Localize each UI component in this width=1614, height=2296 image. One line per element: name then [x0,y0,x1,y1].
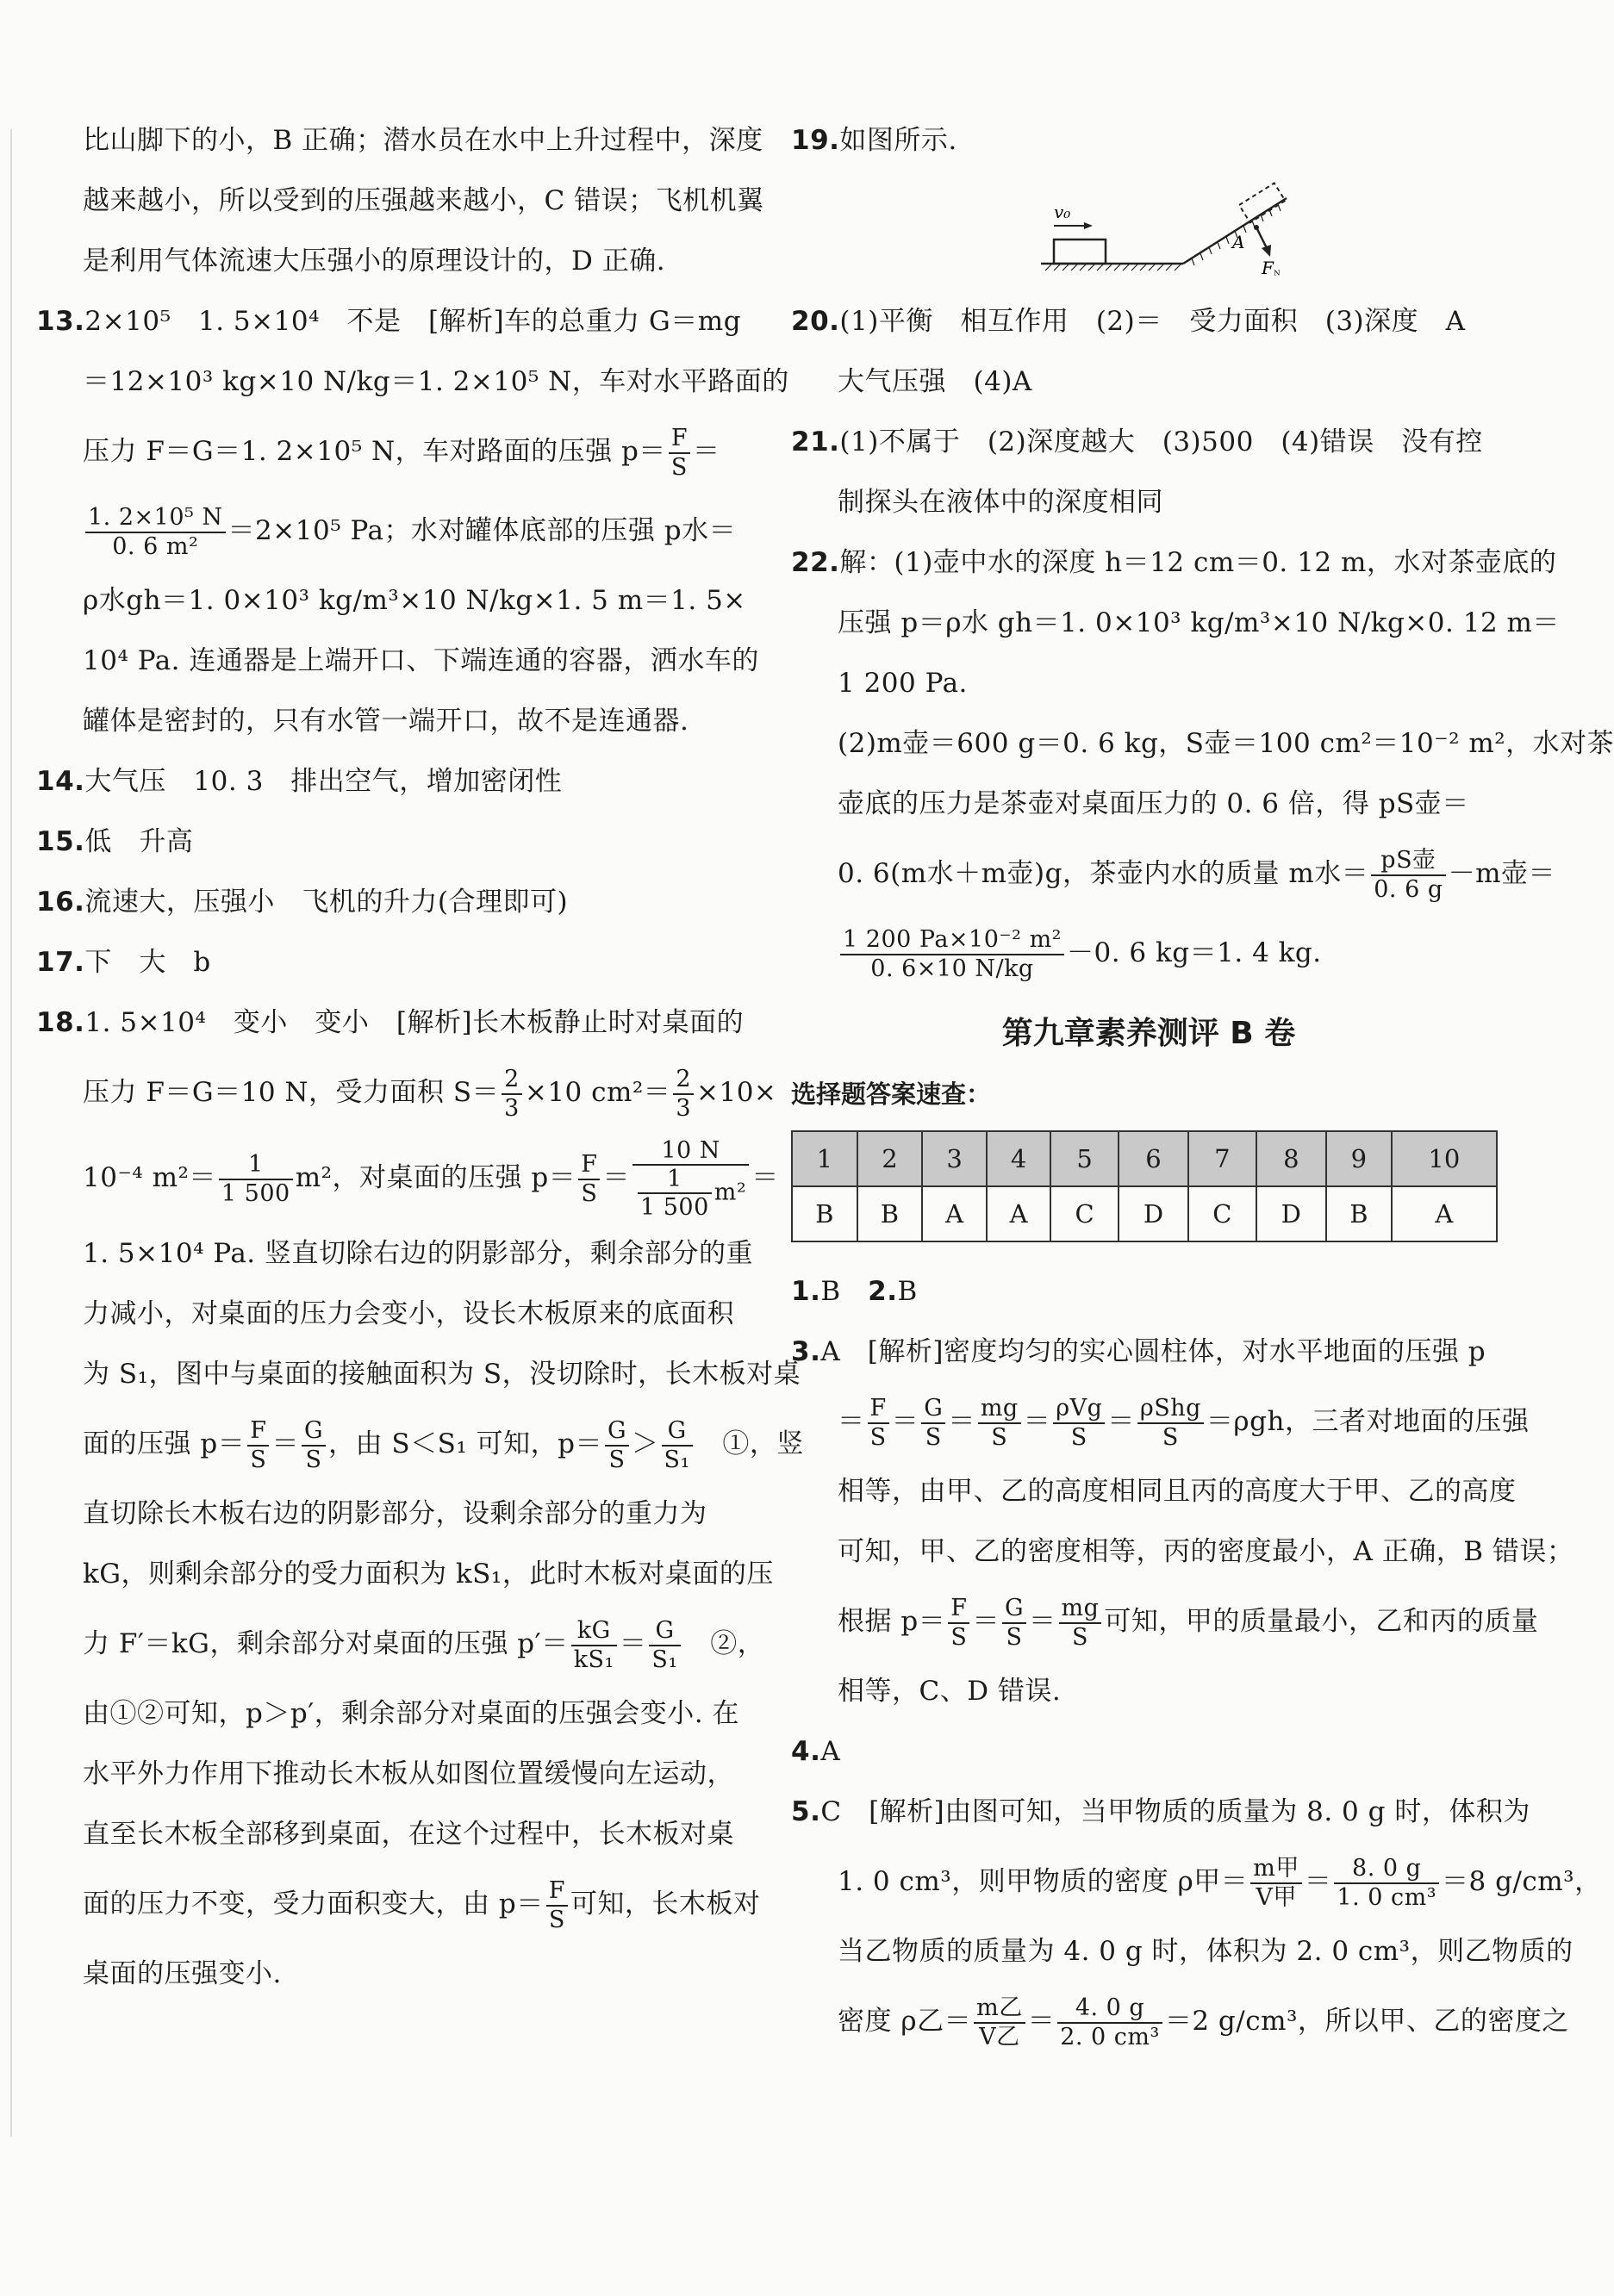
q22-line6: 0. 6(m水＋m壶)g，茶壶内水的质量 m水＝ $\frac{\text{pS壶}}{0. 6 g}$ －m壶＝ [838,847,1556,903]
q13-line1: 13.2×10⁵ 1. 5×10⁴ 不是 [解析]车的总重力 G＝mg [36,306,742,337]
fraction: $\frac{2}{3}$ [502,1066,522,1121]
q13-line3: 压力 F＝G＝1. 2×10⁵ N，车对路面的压强 p＝ $\frac{F}{S}$ ＝ [83,425,720,481]
block [1054,240,1106,264]
q21-line1: 21.(1)不属于 (2)深度越大 (3)500 (4)错误 没有控 [791,426,1483,457]
q20-line1: 20.(1)平衡 相互作用 (2)＝ 受力面积 (3)深度 A [791,306,1466,337]
a3-line1: 3.A [解析]密度均匀的实心圆柱体，对水平地面的压强 p [791,1336,1486,1367]
a4: 4.A [791,1736,841,1767]
q18-line11: 由①②可知，p＞p′，剩余部分对桌面的压强会变小. 在 [83,1698,739,1729]
fraction: $\frac{G}{S}$ [921,1395,945,1450]
q18-line8: 直切除长木板右边的阴影部分，设剩余部分的重力为 [83,1498,707,1529]
q22-line7: $\frac{\text{1 200 Pa×10⁻² m²}}{0. 6\times 10 N/kg}$ －0. 6 kg＝1. 4 kg. [791,913,1506,992]
q13-line4: $\frac{\text{1. 2×10⁵ N}}{\text{0. 6 m²}}$ ＝2×10⁵ Pa；水对罐体底部的压强 p水＝ [36,491,750,570]
question-number-cell: 9 [1326,1131,1392,1186]
question-number-cell: 10 [1392,1131,1497,1186]
q18-line3: 10⁻⁴ m²＝ $\frac{1}{1 500}$ m²，对桌面的压强 p＝ $\frac{F}{S}$ ＝ 10 N $\frac{1}{1 500}$ m² ＝ [83,1136,779,1222]
answer-table [791,1130,1498,1242]
fraction: $\frac{mg}{S}$ [1059,1595,1102,1650]
answer-cell: B [857,1186,923,1241]
fraction: $\frac{\text{pS壶}}{0. 6 g}$ [1371,847,1445,902]
q22-line1: 22.解：(1)壶中水的深度 h＝12 cm＝0. 12 m，水对茶壶底的 [791,547,1557,578]
fraction: $\frac{\text{ρVg}}{S}$ [1053,1395,1105,1450]
force-arrowhead [1262,245,1271,257]
a5-line2: 1. 0 cm³，则甲物质的密度 ρ甲＝ $\frac{\text{m甲}}{\text{V甲}}$ ＝ $\frac{8. 0 g}{\text{1. 0 cm³}}$ ＝8 g/cm³， [838,1855,1602,1911]
q18-line12: 水平外力作用下推动长木板从如图位置缓慢向左运动， [83,1758,734,1789]
answer-table-answer-row [792,1186,1497,1241]
fraction: $\frac{1}{1 500}$ [219,1151,293,1206]
question-number-cell: 8 [1256,1131,1326,1186]
q18-line10: 力 F′＝kG，剩余部分对桌面的压强 p′＝ $\frac{kG}{\text{kS₁}}$ ＝ $\frac{G}{\text{S₁}}$ ②， [83,1617,765,1673]
fraction: $\frac{\text{1. 2×10⁵ N}}{\text{0. 6 m²}}$ [85,504,226,559]
a3-line5: 根据 p＝ $\frac{F}{S}$ ＝ $\frac{G}{S}$ ＝ $\frac{mg}{S}$ 可知，甲的质量最小，乙和丙的质量 [838,1595,1539,1651]
q13-line2: ＝12×10³ kg×10 N/kg＝1. 2×10⁵ N，车对水平路面的 [83,366,789,397]
left-column [36,110,804,2004]
q13-line5: ρ水gh＝1. 0×10³ kg/m³×10 N/kg×1. 5 m＝1. 5× [83,585,746,616]
q22-line4: (2)m壶＝600 g＝0. 6 kg，S壶＝100 cm²＝10⁻² m²，水对茶 [838,728,1614,759]
fraction: $\frac{G}{S}$ [302,1417,326,1472]
q17: 17.下 大 b [36,947,211,978]
q18-line1: 18.1. 5×10⁴ 变小 变小 [解析]长木板静止时对桌面的 [36,1007,745,1038]
question-number-cell: 6 [1119,1131,1188,1186]
question-number-cell: 5 [1050,1131,1118,1186]
q18-line7: 面的压强 p＝ $\frac{F}{S}$ ＝ $\frac{G}{S}$ ，由 S＜S₁ 可知，p＝ $\frac{G}{S}$ ＞ $\frac{G}{\text{S₁}}$ ①，竖 [83,1417,804,1473]
fraction: $\frac{2}{3}$ [673,1066,694,1121]
fraction: $\frac{F}{S}$ [948,1595,969,1650]
answer-cell: B [792,1186,857,1241]
force-arrow [1256,227,1267,248]
a5-line1: 5.C [解析]由图可知，当甲物质的质量为 8. 0 g 时，体积为 [791,1796,1530,1827]
f-subscript: ᴺ [1274,269,1281,283]
fraction: $\frac{F}{S}$ [578,1151,600,1206]
fraction: $\frac{\text{m乙}}{\text{V乙}}$ [974,1994,1025,2050]
right-column [791,110,1614,2061]
q13-line7: 罐体是密封的，只有水管一端开口，故不是连通器. [83,706,689,737]
question-number-cell: 2 [857,1131,923,1186]
fraction: $\frac{1}{1 500}$ [638,1166,712,1221]
fraction: $\frac{8. 0 g}{\text{1. 0 cm³}}$ [1334,1855,1439,1910]
fraction: $\frac{F}{S}$ [247,1417,269,1472]
q18-line5: 力减小，对桌面的压力会变小，设长木板原来的底面积 [83,1298,734,1329]
q14: 14.大气压 10. 3 排出空气，增加密闭性 [36,766,563,797]
q20-line2: 大气压强 (4)A [838,366,1032,397]
fraction: $\frac{F}{S}$ [669,425,690,480]
fraction: $\frac{G}{S}$ [605,1417,629,1472]
column-rule [10,129,12,2137]
a5-line3: 当乙物质的质量为 4. 0 g 时，体积为 2. 0 cm³，则乙物质的 [838,1936,1573,1967]
velocity-arrowhead [1084,222,1093,229]
q18-line9: kG，则剩余部分的受力面积为 kS₁，此时木板对桌面的压 [83,1559,774,1590]
q19: 19.如图所示. [791,125,957,156]
a3-line2: ＝ $\frac{F}{S}$ ＝ $\frac{G}{S}$ ＝ $\frac{mg}{S}$ ＝ $\frac{\text{ρVg}}{S}$ ＝ $\frac{\text{ρShg}}{S}$ ＝ρgh，三者对地面的压强 [838,1395,1530,1451]
q22-line2: 压强 p＝ρ水 gh＝1. 0×10³ kg/m³×10 N/kg×0. 12 m＝ [838,607,1560,638]
fraction: $\frac{F}{S}$ [546,1877,568,1932]
answer-cell: A [987,1186,1051,1241]
question-number-cell: 7 [1188,1131,1256,1186]
q18-line15: 桌面的压强变小. [83,1958,282,1989]
question-number-cell: 1 [792,1131,857,1186]
fraction: $\frac{4. 0 g}{\text{2. 0 cm³}}$ [1057,1994,1162,2050]
q21-line2: 制探头在液体中的深度相同 [838,487,1163,518]
q16: 16.流速大，压强小 飞机的升力(合理即可) [36,887,569,918]
fraction: $\frac{kG}{\text{kS₁}}$ [571,1617,617,1672]
answer-cell: A [1392,1186,1497,1241]
q22-line3: 1 200 Pa. [838,668,968,699]
q18-line13: 直至长木板全部移到桌面，在这个过程中，长木板对桌 [83,1819,734,1850]
a-label: A [1232,232,1245,252]
q18-line14: 面的压力不变，受力面积变大，由 p＝ $\frac{F}{S}$ 可知，长木板对 [83,1877,761,1933]
answer-cell: C [1050,1186,1118,1241]
q18-line4: 1. 5×10⁴ Pa. 竖直切除右边的阴影部分，剩余部分的重 [83,1238,754,1269]
q18-line2: 压力 F＝G＝10 N，受力面积 S＝ $\frac{2}{3}$ ×10 cm²＝ $\frac{2}{3}$ ×10× [83,1066,777,1122]
fraction: $\frac{\text{m甲}}{\text{V甲}}$ [1250,1855,1302,1910]
intro-line: 越来越小，所以受到的压强越来越小，C 错误；飞机机翼 [83,185,764,216]
question-number-cell: 4 [987,1131,1051,1186]
intro-line: 比山脚下的小，B 正确；潜水员在水中上升过程中，深度 [83,125,763,156]
fraction: $\frac{mg}{S}$ [978,1395,1021,1450]
incline-diagram [791,171,1506,291]
q18-line6: 为 S₁，图中与桌面的接触面积为 S，没切除时，长木板对桌 [83,1359,801,1390]
fraction: $\frac{G}{\text{S₁}}$ [662,1417,693,1472]
incline-figure [791,171,1506,291]
q22-line5: 壶底的压力是茶壶对桌面压力的 0. 6 倍，得 pS壶＝ [838,788,1469,819]
answer-table-header-row [792,1131,1497,1186]
a3-line4: 可知，甲、乙的密度相等，丙的密度最小，A 正确，B 错误； [838,1536,1574,1567]
f-label: F [1262,258,1274,278]
fraction: $\frac{\text{1 200 Pa×10⁻² m²}}{0. 6\times 10 N/kg}$ [840,926,1064,981]
a5-line4: 密度 ρ乙＝ $\frac{\text{m乙}}{\text{V乙}}$ ＝ $\frac{4. 0 g}{\text{2. 0 cm³}}$ ＝2 g/cm³，所以甲、乙的密度之 [838,1994,1569,2050]
question-number-cell: 3 [922,1131,987,1186]
q13-number: 13. [36,306,85,337]
intro-line: 是利用气体流速大压强小的原理设计的，D 正确. [83,246,666,277]
quick-check-label: 选择题答案速查： [791,1080,992,1109]
a3-line3: 相等，由甲、乙的高度相同且丙的高度大于甲、乙的高度 [838,1476,1517,1507]
answer-cell: D [1256,1186,1326,1241]
section-title: 第九章素养测评 B 卷 [1001,1016,1296,1051]
fraction: $\frac{G}{S}$ [1002,1595,1026,1650]
compound-fraction: 10 N $\frac{1}{1 500}$ m² [633,1137,749,1221]
a3-line6: 相等，C、D 错误. [838,1676,1062,1707]
fraction: $\frac{\text{ρShg}}{S}$ [1137,1395,1204,1450]
q13-line6: 10⁴ Pa. 连通器是上端开口、下端连通的容器，洒水车的 [83,645,759,676]
answer-cell: D [1119,1186,1188,1241]
answer-cell: A [922,1186,987,1241]
answer-cell: C [1188,1186,1256,1241]
v0-label: v₀ [1054,202,1071,222]
fraction: $\frac{F}{S}$ [868,1395,889,1450]
fraction: $\frac{G}{\text{S₁}}$ [649,1617,680,1672]
answers-1-2: 1.B 2.B [791,1276,918,1307]
answer-cell: B [1326,1186,1392,1241]
q15: 15.低 升高 [36,826,194,857]
